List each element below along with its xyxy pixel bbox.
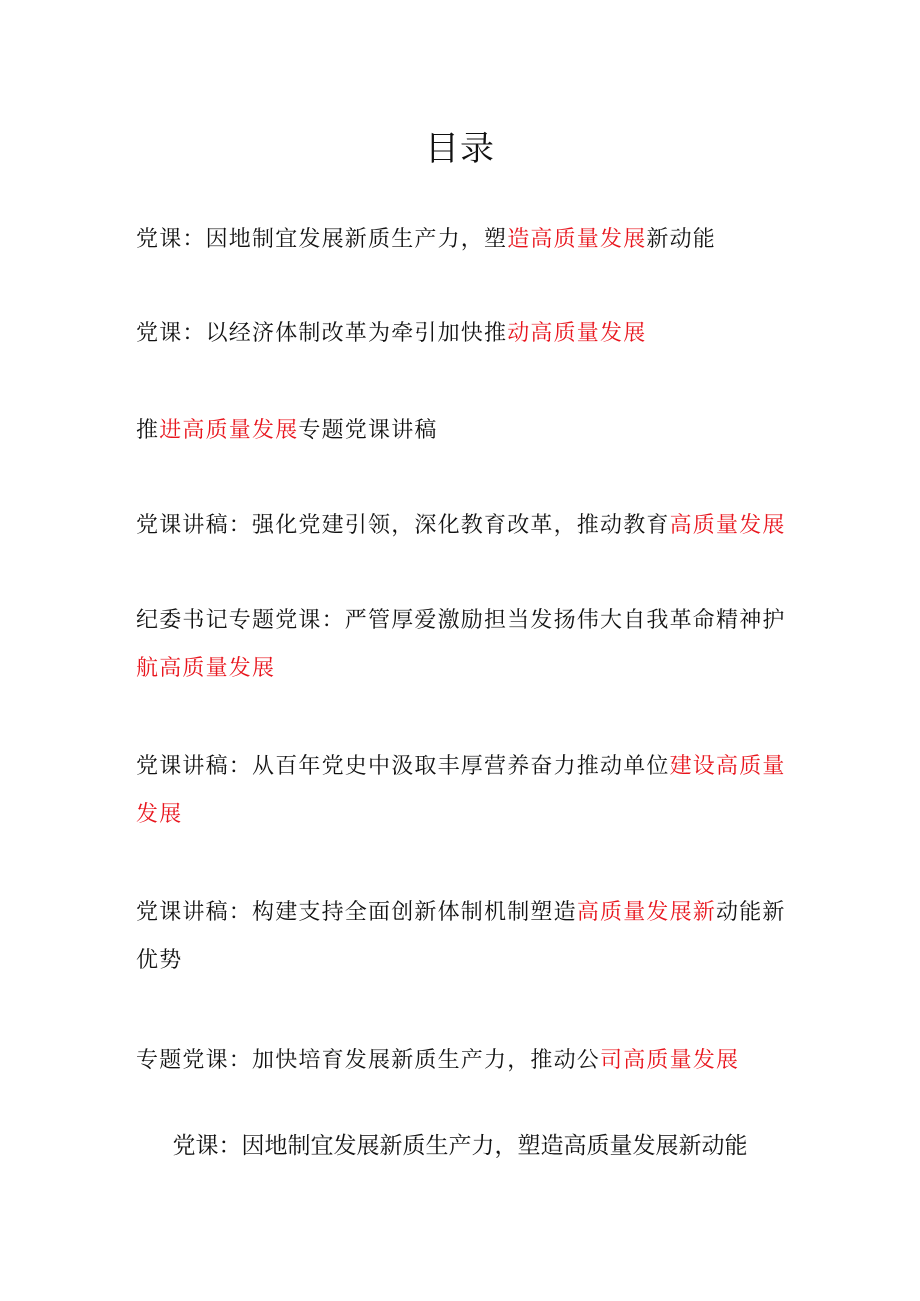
toc-entry-2[interactable]: [136, 310, 791, 358]
toc-entry-highlight: 动高质量发展: [507, 321, 647, 346]
toc-entry-highlight: 高质量发展: [669, 513, 786, 538]
toc-entry-1[interactable]: [136, 216, 791, 264]
toc-entry-4[interactable]: [136, 502, 791, 550]
toc-entry-6[interactable]: [136, 743, 791, 839]
toc-entry-highlight: 造高质量发展: [507, 227, 647, 252]
section-heading: 党课：因地制宜发展新质生产力，塑造高质量发展新动能: [172, 1133, 748, 1159]
toc-entry-highlight: 进高质量发展: [159, 418, 299, 443]
toc-entry-text: 专题党课讲稿: [298, 418, 438, 443]
toc-entry-text: 纪委书记专题党课：严管厚爱激励担当发扬伟大自我革命精神护: [136, 608, 786, 633]
toc-entry-5[interactable]: [136, 597, 791, 693]
toc-entry-text: 党课讲稿：从百年党史中汲取丰厚营养奋力推动单位: [136, 754, 670, 779]
toc-entry-3[interactable]: [136, 407, 791, 455]
toc-entry-7[interactable]: [136, 889, 791, 985]
page-title: 目录: [425, 129, 495, 169]
toc-entry-highlight: 高质量发展新: [576, 900, 717, 925]
toc-entry-highlight: 司高质量发展: [600, 1048, 740, 1073]
toc-entry-text: 推: [136, 418, 160, 443]
toc-entry-text: 党课：以经济体制改革为牵引加快推: [136, 321, 508, 346]
toc-entry-text: 专题党课：加快培育发展新质生产力，推动公: [136, 1048, 601, 1073]
toc-entry-text: 党课讲稿：强化党建引领，深化教育改革，推动教育: [136, 513, 670, 538]
toc-entry-highlight: 航高质量发展: [136, 656, 276, 681]
toc-entry-8[interactable]: [136, 1037, 791, 1085]
toc-entry-highlight: 建设高质量发展: [136, 754, 786, 827]
toc-entry-text: 党课：因地制宜发展新质生产力，塑: [136, 227, 508, 252]
toc-entry-text: 新动能: [646, 227, 717, 252]
toc-entry-text: 动能新优势: [136, 900, 786, 973]
toc-entry-text: 党课讲稿：构建支持全面创新体制机制塑造: [136, 900, 577, 925]
